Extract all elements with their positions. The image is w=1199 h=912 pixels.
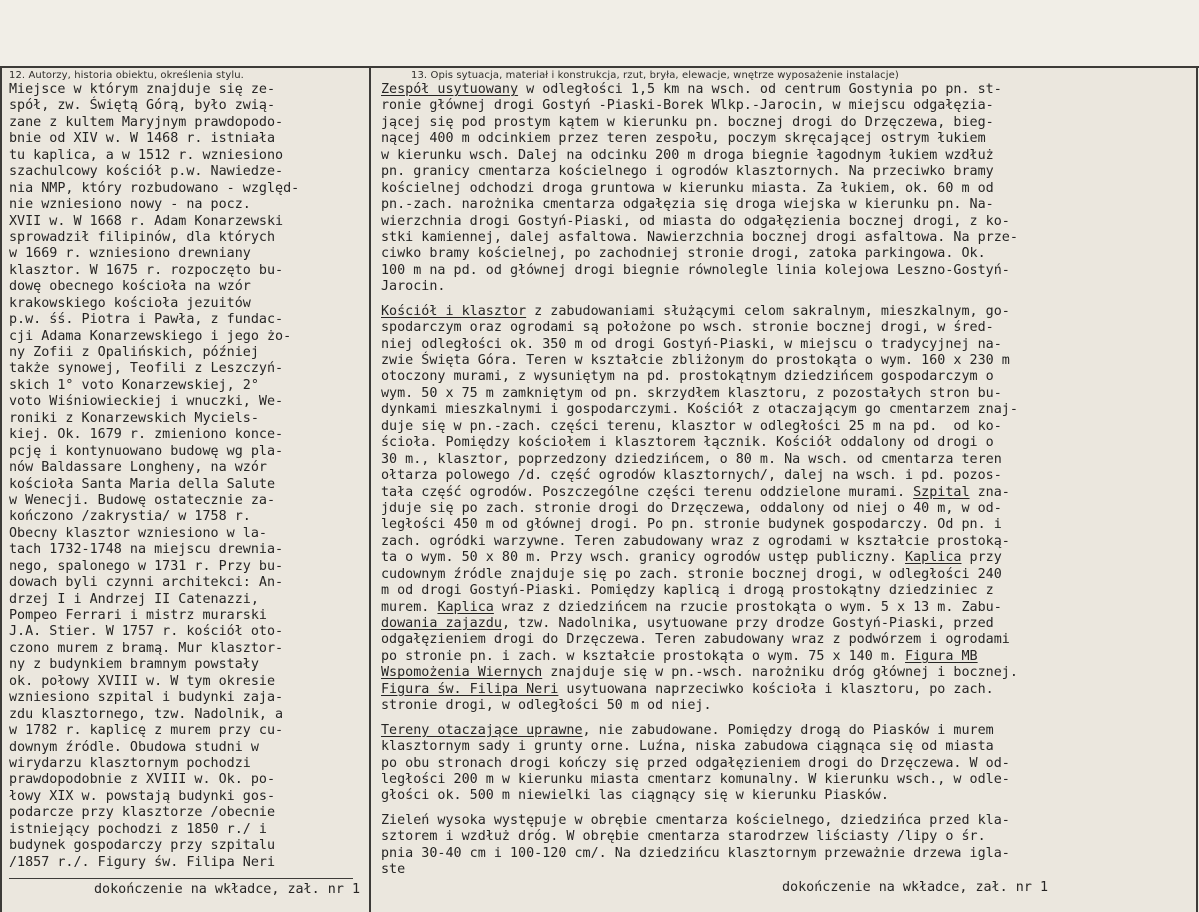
- description-text-line: po stronie pn. i zach. w kształcie prostokąta o wym. 75 x 140 m. Figura MB: [381, 648, 978, 664]
- history-text-line: voto Wiśniowieckiej i wnuczki, We-: [9, 394, 284, 410]
- history-text-line: tu kaplica, a w 1512 r. wzniesiono: [9, 147, 284, 163]
- description-text-line: duje się w pn.-zach. części terenu, klasztor w odległości 25 m na pd. od ko-: [381, 418, 1002, 434]
- left-continuation-note: dokończenie na wkładce, zał. nr 1: [94, 882, 361, 897]
- description-text-line: wym. 50 x 75 m zamkniętym od pn. skrzydłem klasztoru, z pozostałych stron bu-: [381, 385, 1002, 401]
- history-text-line: downym źródle. Obudowa studni w: [9, 739, 259, 755]
- history-text-line: szachulcowy kościół p.w. Nawiedze-: [9, 164, 284, 180]
- history-text-column: [9, 82, 299, 871]
- description-text-line: cudownym źródle znajduje się po zach. stronie bocznej drogi, w odległości 240: [381, 566, 1002, 582]
- description-text-line: dynkami mieszkalnymi i gospodarczymi. Kościół z otaczającym go cmentarzem znaj-: [381, 402, 1018, 418]
- description-text-column: [381, 82, 1018, 879]
- history-text-line: kościoła Santa Maria della Salute: [9, 476, 276, 492]
- history-text-line: ny z budynkiem bramnym powstały: [9, 657, 259, 673]
- description-text-line: Wspomożenia Wiernych znajduje się w pn.-wsch. narożniku dróg głównej i bocznej.: [381, 665, 1018, 681]
- history-text-line: roniki z Konarzewskich Myciels-: [9, 410, 259, 426]
- description-text-line: jącej się pod prostym kątem w kierunku pn. bocznej drogi do Drzęczewa, bieg-: [381, 114, 994, 130]
- section-13-header: 13. Opis sytuacja, materiał i konstrukcja, rzut, bryła, elewacje, wnętrze wyposażenie instalacje): [411, 70, 899, 81]
- description-text-line: głości ok. 500 m niewielki las ciągnący się w kierunku Piasków.: [381, 788, 889, 804]
- description-text-line: zach. ogródki warzywne. Teren zabudowany wraz z ogrodami w kształcie prostoką-: [381, 533, 1010, 549]
- history-text-line: Obecny klasztor wzniesiono w la-: [9, 525, 267, 541]
- right-continuation-note: dokończenie na wkładce, zał. nr 1: [782, 880, 1049, 895]
- history-text-line: nia NMP, który rozbudowano - względ-: [9, 180, 300, 196]
- history-text-line: podarcze przy klasztorze /obecnie: [9, 805, 276, 821]
- history-text-line: krakowskiego kościoła jezuitów: [9, 295, 251, 311]
- history-text-line: drzej I i Andrzej II Catenazzi,: [9, 591, 259, 607]
- description-text-line: Figura św. Filipa Neri usytuowana naprzeciwko kościoła i klasztoru, po zach.: [381, 681, 994, 697]
- description-text-line: zwie Święta Góra. Teren w kształcie zbliżonym do prostokąta o wym. 160 x 230 m: [381, 353, 1010, 368]
- description-paragraph: [381, 723, 1018, 805]
- description-text-line: nącej 400 m odcinkiem przez teren zespołu, poczym skręcającej ostrym łukiem: [381, 131, 986, 147]
- description-text-line: m od drogi Gostyń-Piaski. Pomiędzy kaplicą i drogą prostokątny dziedziniec z: [381, 583, 994, 599]
- history-text-line: nów Baldassare Longheny, na wzór: [9, 460, 267, 476]
- history-text-line: wirydarzu klasztornym pochodzi: [9, 755, 251, 771]
- history-text-line: zane z kultem Maryjnym prawdopodo-: [9, 114, 284, 130]
- description-text-line: 100 m na pd. od głównej drogi biegnie równolegle linia kolejowa Leszno-Gostyń-: [381, 262, 1010, 278]
- description-text-line: niej odległości ok. 350 m od drogi Gostyń-Piaski, w miejscu o tradycyjnej na-: [381, 336, 1002, 352]
- description-text-line: spodarczym oraz ogrodami są położone po wsch. stronie bocznej drogi, w śred-: [381, 320, 994, 336]
- history-text-line: w 1669 r. wzniesiono drewniany: [9, 246, 251, 262]
- description-text-line: sztorem i wzdłuż dróg. W obrębie cmentarza starodrzew liściasty /lipy o śr.: [381, 829, 986, 845]
- description-text-line: odgałęzieniem drogi do Drzęczewa. Teren zabudowany wraz z podwórzem i ogrodami: [381, 632, 1010, 648]
- description-text-line: otoczony murami, z wysuniętym na pd. prostokątnym dziedzińcem gospodarczym o: [381, 369, 994, 385]
- description-text-line: jduje się po zach. stronie drogi do Drzęczewa, oddalony od niej o 40 m, w od-: [381, 500, 1002, 516]
- description-paragraph: [381, 304, 1018, 715]
- history-text-line: tach 1732-1748 na miejscu drewnia-: [9, 542, 284, 558]
- history-text-line: istniejący pochodzi z 1850 r./ i: [9, 821, 267, 837]
- history-text-line: budynek gospodarczy przy szpitalu: [9, 838, 276, 854]
- description-text-line: stki kamiennej, dalej asfaltowa. Nawierzchnia bocznej drogi asfaltowa. Na prze-: [381, 229, 1018, 245]
- history-text-line: XVII w. W 1668 r. Adam Konarzewski: [9, 213, 284, 229]
- form-right-border: [1196, 66, 1198, 912]
- description-text-line: ległości 200 m w kierunku miasta cmentarz komunalny. W kierunku wsch., w odle-: [381, 771, 1010, 787]
- description-text-line: klasztornym sady i grunty orne. Luźna, niska zabudowa ciągnąca się od miasta: [381, 739, 994, 755]
- history-text-line: w Wenecji. Budowę ostatecznie za-: [9, 492, 276, 508]
- history-text-line: nie wzniesiono nowy - na pocz.: [9, 197, 251, 213]
- history-text-line: p.w. śś. Piotra i Pawła, z fundac-: [9, 312, 284, 328]
- description-text-line: ronie głównej drogi Gostyń -Piaski-Borek Wlkp.-Jarocin, w miejscu odgałęzia-: [381, 98, 994, 114]
- history-text-line: czono murem z bramą. Mur klasztor-: [9, 640, 284, 656]
- history-text-line: nego, spalonego w 1731 r. Przy bu-: [9, 558, 284, 574]
- history-text-line: Miejsce w którym znajduje się ze-: [9, 82, 276, 97]
- history-text-line: J.A. Stier. W 1757 r. kościół oto-: [9, 624, 284, 640]
- history-text-line: cji Adama Konarzewskiego i jego żo-: [9, 328, 292, 344]
- description-text-line: ta o wym. 50 x 80 m. Przy wsch. granicy ogrodów ustęp publiczny. Kaplica przy: [381, 550, 1002, 566]
- page-top-margin: [0, 0, 1199, 66]
- description-text-line: ciwko bramy kościelnej, po zachodniej stronie drogi, zatoka parkingowa. Ok.: [381, 246, 986, 262]
- history-text-line: kiej. Ok. 1679 r. zmieniono konce-: [9, 427, 284, 443]
- description-text-line: Zieleń wysoka występuje w obrębie cmentarza kościelnego, dziedzińca przed kla-: [381, 812, 1010, 828]
- history-text-line: kończono /zakrystia/ w 1758 r.: [9, 509, 251, 525]
- description-text-line: w kierunku wsch. Dalej na odcinku 200 m droga biegnie łagodnym łukiem wzdłuż: [381, 147, 994, 163]
- history-text-line: wzniesiono szpital i budynki zaja-: [9, 690, 284, 706]
- history-text-line: bnie od XIV w. W 1468 r. istniała: [9, 131, 276, 147]
- history-text-line: łowy XIX w. powstają budynki gos-: [9, 788, 276, 804]
- description-text-line: stronie drogi, w odległości 50 m od niej.: [381, 698, 712, 714]
- history-text-line: także synowej, Teofili z Leszczyń-: [9, 361, 284, 377]
- description-text-line: ste: [381, 862, 406, 878]
- paragraph-gap: [381, 296, 1018, 304]
- history-text-line: ok. połowy XVIII w. W tym okresie: [9, 673, 276, 689]
- history-text-line: prawdopodobnie z XVIII w. Ok. po-: [9, 772, 276, 788]
- history-text-line: zdu klasztornego, tzw. Nadolnik, a: [9, 706, 284, 722]
- history-text-line: sprowadził filipinów, dla których: [9, 229, 276, 245]
- history-text-line: dowę obecnego kościoła na wzór: [9, 279, 251, 295]
- description-text-line: po obu stronach drogi kończy się przed odgałęzieniem drogi do Drzęczewa. W od-: [381, 755, 1010, 771]
- description-text-line: 30 m., klasztor, poprzedzony dziedzińcem, o 80 m. Na wsch. od cmentarza teren: [381, 451, 1002, 467]
- history-text-line: skich 1° voto Konarzewskiej, 2°: [9, 377, 259, 393]
- form-top-rule: [0, 66, 1199, 68]
- description-text-line: pn. granicy cmentarza kościelnego i ogrodów klasztornych. Na przeciwko bramy: [381, 164, 994, 180]
- description-text-line: Zespół usytuowany w odległości 1,5 km na wsch. od centrum Gostynia po pn. st-: [381, 82, 1002, 97]
- history-text-line: klasztor. W 1675 r. rozpoczęto bu-: [9, 262, 284, 278]
- history-text-line: spół, zw. Świętą Górą, było zwią-: [9, 98, 276, 114]
- description-text-line: ołtarza polowego /d. część ogrodów klasztornych/, dalej na wsch. i pd. pozos-: [381, 468, 1002, 484]
- history-text-line: w 1782 r. kaplicę z murem przy cu-: [9, 723, 284, 739]
- description-text-line: wierzchnia drogi Gostyń-Piaski, od miasta do odgałęzienia bocznej drogi, z ko-: [381, 213, 1010, 229]
- history-text-line: dowach byli czynni architekci: An-: [9, 575, 284, 591]
- column-divider: [369, 66, 371, 912]
- paragraph-gap: [381, 805, 1018, 813]
- history-text-line: pcję i kontynuowano budowę wg pla-: [9, 443, 284, 459]
- description-text-line: dowania zajazdu, tzw. Nadolnika, usytuowane przy drodze Gostyń-Piaski, przed: [381, 616, 994, 631]
- description-text-line: tała część ogrodów. Poszczególne części terenu oddzielone murami. Szpital zna-: [381, 484, 1010, 500]
- paragraph-gap: [381, 715, 1018, 723]
- history-text-line: Pompeo Ferrari i mistrz murarski: [9, 608, 267, 623]
- description-text-line: kościelnej odchodzi droga gruntowa w kierunku miasta. Za łukiem, ok. 60 m od: [381, 180, 994, 196]
- description-text-line: pn.-zach. narożnika cmentarza odgałęzia się droga wiejska w kierunku pn. Na-: [381, 197, 994, 213]
- history-text-line: /1857 r./. Figury św. Filipa Neri: [9, 854, 276, 870]
- description-text-line: ścioła. Pomiędzy kościołem i klasztorem łącznik. Kościół oddalony od drogi o: [381, 435, 994, 451]
- description-text-line: murem. Kaplica wraz z dziedzińcem na rzucie prostokąta o wym. 5 x 13 m. Zabu-: [381, 599, 1002, 615]
- description-text-line: ległości 450 m od głównej drogi. Po pn. stronie budynek gospodarczy. Od pn. i: [381, 517, 1002, 533]
- history-text-line: ny Zofii z Opalińskich, później: [9, 345, 259, 360]
- description-paragraph: [381, 813, 1018, 879]
- section-12-header: 12. Autorzy, historia obiektu, określenia stylu.: [9, 70, 244, 81]
- description-text-line: Kościół i klasztor z zabudowaniami służącymi celom sakralnym, mieszkalnym, go-: [381, 303, 1010, 319]
- form-left-border: [0, 66, 2, 912]
- description-text-line: Tereny otaczające uprawne, nie zabudowane. Pomiędzy drogą do Piasków i murem: [381, 722, 994, 738]
- description-text-line: Jarocin.: [381, 279, 446, 295]
- description-text-line: pnia 30-40 cm i 100-120 cm/. Na dziedzińcu klasztornym przeważnie drzewa igla-: [381, 845, 1010, 861]
- description-paragraph: [381, 82, 1018, 296]
- left-footer-rule: [9, 878, 353, 879]
